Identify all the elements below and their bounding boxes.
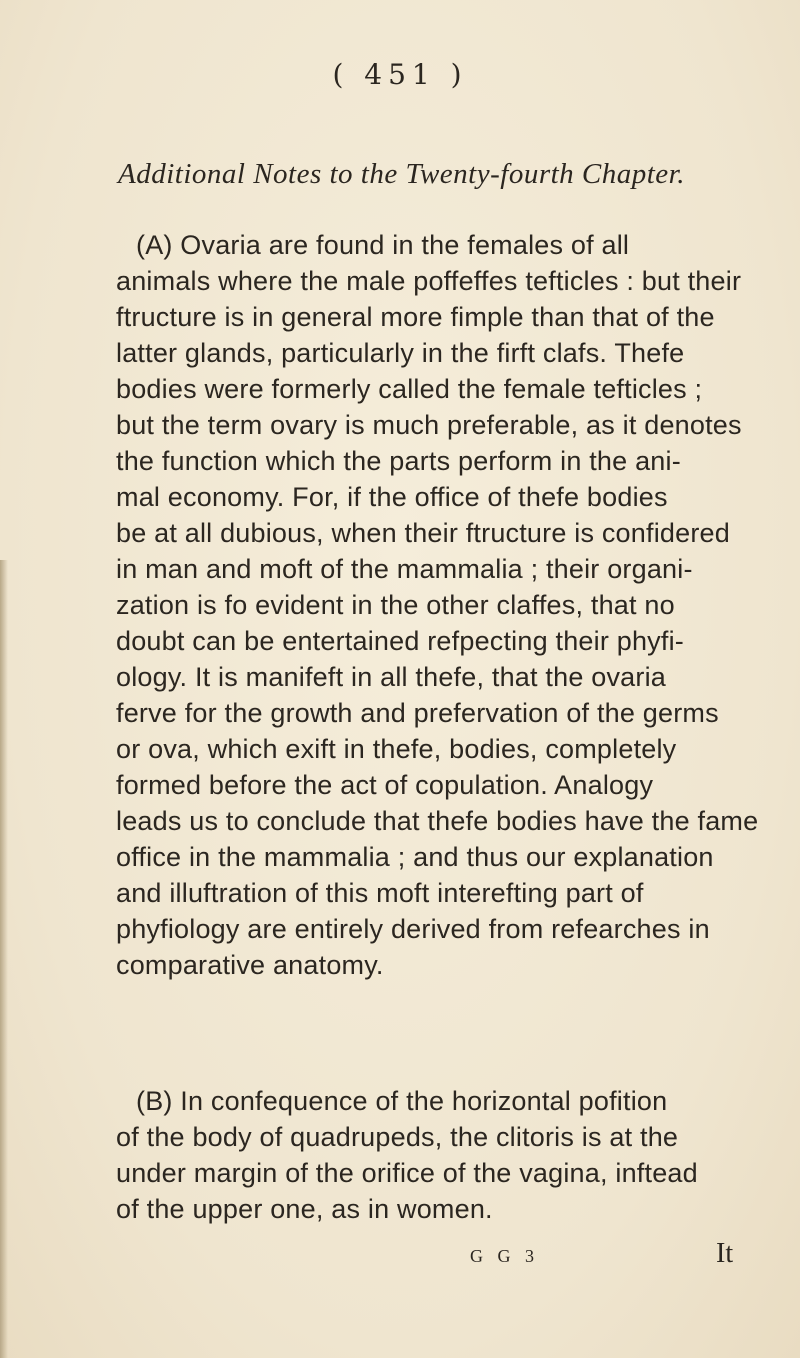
- chapter-notes-heading: Additional Notes to the Twenty-fourth Chapter.: [118, 158, 686, 190]
- text-line: comparative anatomy.: [116, 950, 384, 980]
- text-line: (A) Ovaria are found in the females of all: [136, 230, 630, 260]
- text-line: leads us to conclude that thefe bodies have the fame: [116, 806, 759, 836]
- text-line: phyfiology are entirely derived from refearches in: [116, 914, 710, 944]
- page-gutter-shadow: [0, 560, 8, 1358]
- text-line: formed before the act of copulation. Analogy: [116, 770, 654, 800]
- text-line: (B) In confequence of the horizontal pofition: [136, 1086, 668, 1116]
- text-line: of the upper one, as in women.: [116, 1194, 493, 1224]
- text-line: ferve for the growth and prefervation of the germs: [116, 698, 719, 728]
- text-line: in man and moft of the mammalia ; their organi-: [116, 554, 693, 584]
- text-line: of the body of quadrupeds, the clitoris is at the: [116, 1122, 679, 1152]
- text-line: ftructure is in general more fimple than that of the: [116, 302, 715, 332]
- text-line: the function which the parts perform in the ani-: [116, 446, 681, 476]
- page-number: ( 451 ): [332, 58, 468, 91]
- text-line: under margin of the orifice of the vagina, inftead: [116, 1158, 698, 1188]
- text-line: but the term ovary is much preferable, as it denotes: [116, 410, 742, 440]
- text-line: animals where the male poffeffes tefticles : but their: [116, 266, 742, 296]
- text-line: doubt can be entertained refpecting their phyfi-: [116, 626, 684, 656]
- text-line: mal economy. For, if the office of thefe bodies: [116, 482, 668, 512]
- text-line: be at all dubious, when their ftructure is confidered: [116, 518, 730, 548]
- text-line: and illuftration of this moft interefting part of: [116, 878, 644, 908]
- signature-mark: G G 3: [470, 1246, 539, 1266]
- text-line: office in the mammalia ; and thus our explanation: [116, 842, 714, 872]
- text-line: ology. It is manifeft in all thefe, that the ovaria: [116, 662, 666, 692]
- text-line: zation is fo evident in the other claffes, that no: [116, 590, 675, 620]
- text-line: bodies were formerly called the female tefticles ;: [116, 374, 703, 404]
- text-line: latter glands, particularly in the firft clafs. Thefe: [116, 338, 685, 368]
- text-line: or ova, which exift in thefe, bodies, completely: [116, 734, 677, 764]
- catchword: It: [716, 1238, 734, 1269]
